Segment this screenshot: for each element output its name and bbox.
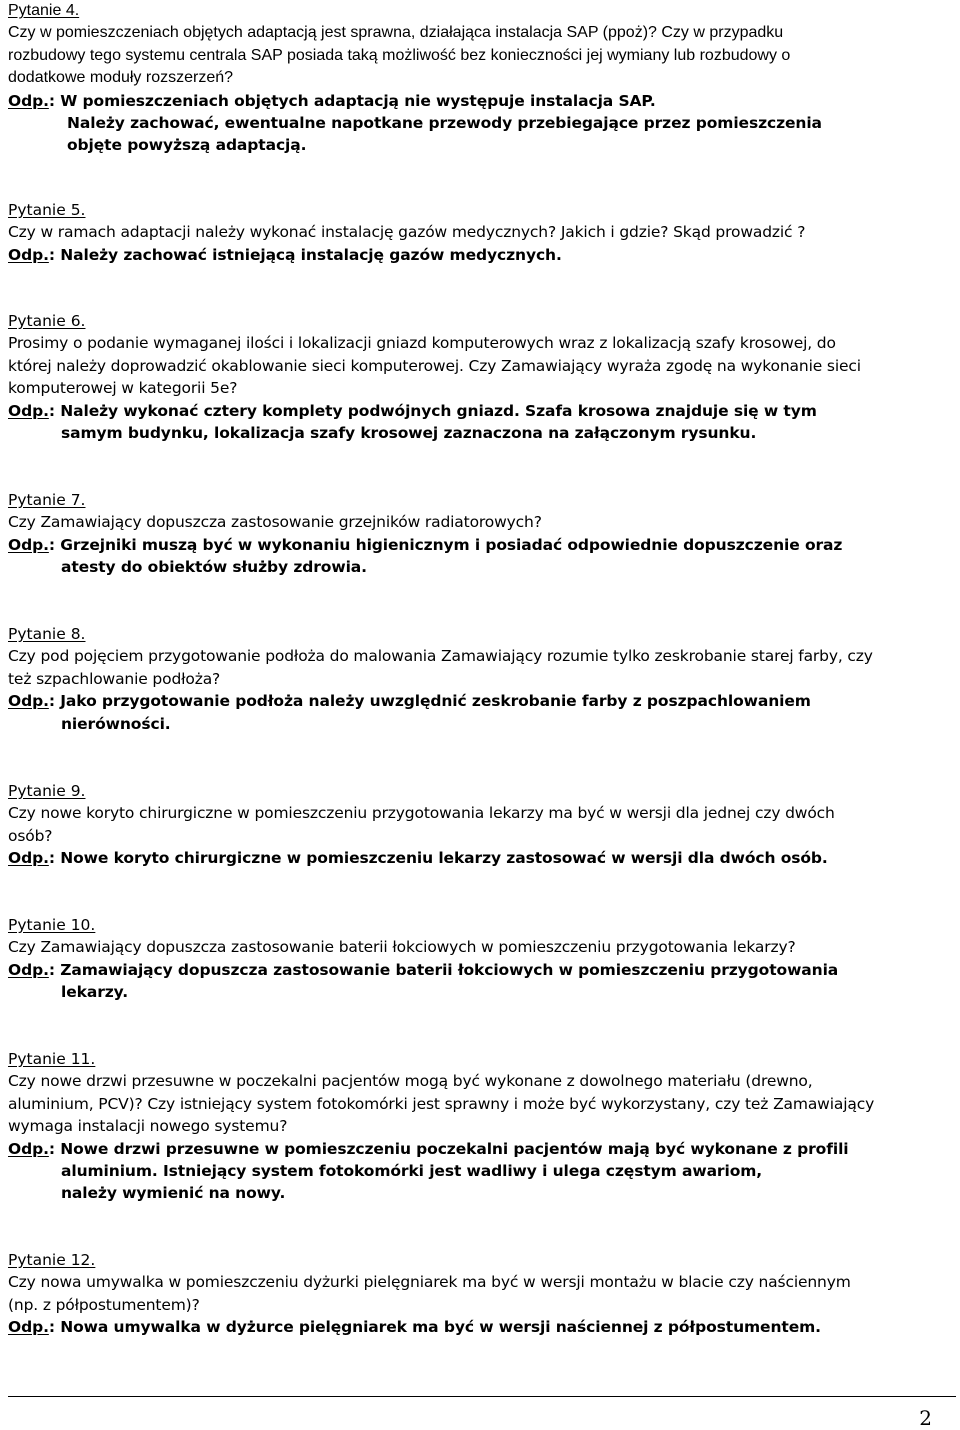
answer-first-line [8,244,948,266]
question-text-line: Czy nowa umywalka w pomieszczeniu dyżurki pielęgniarek ma być w wersji montażu w blacie czy naściennym [8,1273,851,1292]
answer-first-line [8,959,948,981]
question-text-line: osób? [8,826,53,845]
question-text-line: (np. z półpostumentem)? [8,1295,200,1314]
question-text-line: Czy w ramach adaptacji należy wykonać instalację gazów medycznych? Jakich i gdzie? Skąd prowadzić ? [8,223,806,242]
question-title: Pytanie 6. [8,312,86,330]
answer-text-line: : Należy zachować istniejącą instalację gazów medycznych. [48,245,562,264]
answer-label: Odp. [8,535,49,554]
answer-text-line: : Nowe drzwi przesuwne w pomieszczeniu poczekalni pacjentów mają być wykonane z profili [48,1139,849,1158]
answer-label: Odp. [8,692,49,711]
question-block-12 [8,1249,948,1339]
question-text-line: Czy nowe koryto chirurgiczne w pomieszczeniu przygotowania lekarzy ma być w wersji dla jednej czy dwóch [8,804,835,823]
question-block-6 [8,310,948,444]
question-text-line: dodatkowe moduły rozszerzeń? [8,69,234,87]
answer-label: Odp. [8,1318,49,1337]
footer-divider [8,1396,956,1397]
question-title: Pytanie 8. [8,625,86,643]
question-block-5 [8,199,948,266]
answer-label: Odp. [8,960,49,979]
answer-text-line: nierówności. [61,714,171,733]
question-text-line: też szpachlowanie podłoża? [8,669,221,688]
answer-first-line [8,1316,948,1338]
question-title: Pytanie 12. [8,1251,96,1269]
question-block-4 [8,0,948,157]
answer-first-line [8,400,948,422]
answer-first-line [8,90,948,112]
question-title: Pytanie 10. [8,916,96,934]
answer-first-line [8,690,948,712]
question-text-line: Czy Zamawiający dopuszcza zastosowanie grzejników radiatorowych? [8,513,542,532]
answer-label: Odp. [8,91,49,110]
answer-text-line: : Grzejniki muszą być w wykonaniu higienicznym i posiadać odpowiednie dopuszczenie oraz [48,535,843,554]
question-block-8 [8,623,948,735]
question-text-line: której należy doprowadzić okablowanie sieci komputerowej. Czy Zamawiający wyraża zgodę na wykonanie sieci [8,356,861,375]
question-title: Pytanie 7. [8,491,86,509]
answer-text-line: samym budynku, lokalizacja szafy krosowej zaznaczona na załączonym rysunku. [61,424,757,443]
answer-text-line: objęte powyższą adaptacją. [67,136,307,155]
question-title: Pytanie 11. [8,1050,96,1068]
question-text-line: Czy w pomieszczeniach objętych adaptacją jest sprawna, działająca instalacja SAP (ppoż)? Czy w przypadku [8,24,784,42]
question-block-10 [8,914,948,1004]
answer-text-line: : Zamawiający dopuszcza zastosowanie baterii łokciowych w pomieszczeniu przygotowania [48,960,839,979]
question-title: Pytanie 4. [8,2,80,19]
question-block-7 [8,489,948,579]
answer-label: Odp. [8,401,49,420]
question-block-11 [8,1048,948,1205]
answer-text-line: lekarzy. [61,983,129,1002]
question-text-line: Prosimy o podanie wymaganej ilości i lokalizacji gniazd komputerowych wraz z lokalizacją szafy krosowej, do [8,334,836,353]
question-text-line: rozbudowy tego systemu centrala SAP posiada taką możliwość bez konieczności jej wymiany lub rozbudowy o [8,46,791,64]
answer-text-line: : Należy wykonać cztery komplety podwójnych gniazd. Szafa krosowa znajduje się w tym [48,401,817,420]
answer-label: Odp. [8,1139,49,1158]
question-title: Pytanie 5. [8,201,86,219]
page-number: 2 [919,1406,932,1430]
answer-first-line [8,1138,948,1160]
answer-text-line: : W pomieszczeniach objętych adaptacją nie występuje instalacja SAP. [48,91,656,110]
question-text-line: aluminium, PCV)? Czy istniejący system fotokomórki jest sprawny i może być wykorzystany, czy też Zamawiający [8,1094,875,1113]
answer-first-line [8,534,948,556]
question-text-line: Czy pod pojęciem przygotowanie podłoża do malowania Zamawiający rozumie tylko zeskrobanie starej farby, czy [8,647,873,666]
question-text-line: wymaga instalacji nowego systemu? [8,1117,288,1136]
answer-text-line: atesty do obiektów służby zdrowia. [61,558,367,577]
answer-text-line: Należy zachować, ewentualne napotkane przewody przebiegające przez pomieszczenia [67,114,822,133]
answer-text-line: : Nowe koryto chirurgiczne w pomieszczeniu lekarzy zastosować w wersji dla dwóch osób. [48,849,828,868]
answer-label: Odp. [8,849,49,868]
answer-text-line: : Nowa umywalka w dyżurce pielęgniarek ma być w wersji naściennej z półpostumentem. [48,1318,821,1337]
question-text-line: komputerowej w kategorii 5e? [8,379,238,398]
question-block-9 [8,780,948,870]
answer-text-line: aluminium. Istniejący system fotokomórki jest wadliwy i ulega częstym awariom, [61,1162,763,1181]
answer-text-line: : Jako przygotowanie podłoża należy uwzględnić zeskrobanie farby z poszpachlowaniem [48,692,811,711]
question-text-line: Czy nowe drzwi przesuwne w poczekalni pacjentów mogą być wykonane z dowolnego materiału (drewno, [8,1072,813,1091]
answer-text-line: należy wymienić na nowy. [61,1184,286,1203]
question-text-line: Czy Zamawiający dopuszcza zastosowanie baterii łokciowych w pomieszczeniu przygotowania lekarzy? [8,938,796,957]
answer-label: Odp. [8,245,49,264]
question-title: Pytanie 9. [8,782,86,800]
answer-first-line [8,847,948,869]
